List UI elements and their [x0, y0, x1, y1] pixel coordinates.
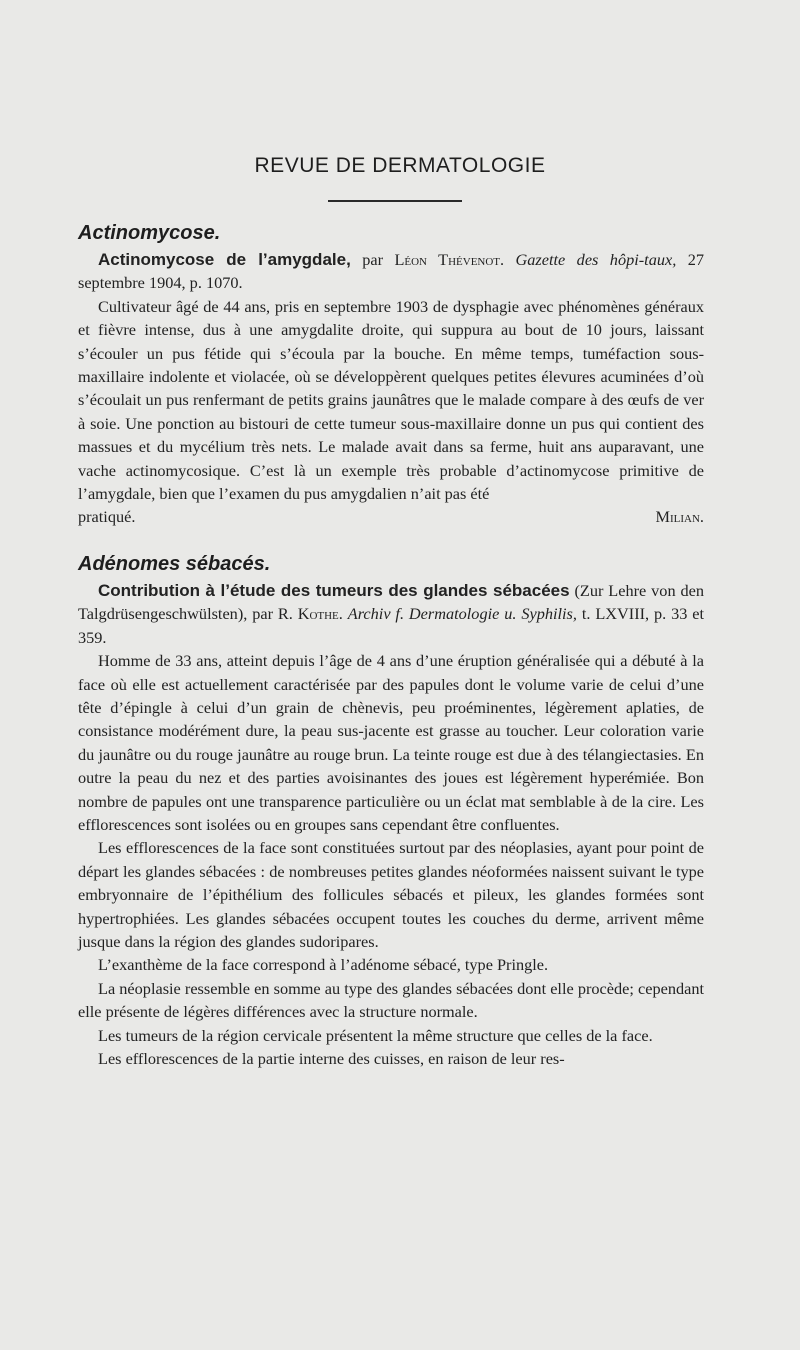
citation-subtitle: (Zur Lehre von den Talgdrüsengeschwülsten), par	[78, 580, 704, 624]
body-paragraph: Les efflorescences de la face sont constituées surtout par des néoplasies, ayant pour point de départ les glandes sébacées : de nombreuses petites glandes néoformées naissent suivant le type embryonnaire de l’épithélium des follicules sébacés et pileux, les glandes formées sont hypertrophiées. Les glandes sébacées occupent toutes les couches du derme, arrivent même jusque dans la région des glandes sudoripares.	[78, 838, 704, 951]
body-paragraph: La néoplasie ressemble en somme au type des glandes sébacées dont elle procède; cependant elle présente de légères différences avec la structure normale.	[78, 978, 704, 1022]
article-citation-actinomycose	[78, 248, 704, 295]
citation-sep: .	[500, 250, 516, 269]
citation-ref: t. LXVIII, p. 33 et 359.	[78, 604, 705, 647]
article-title: Contribution à l’étude des tumeurs des glandes sébacées	[98, 580, 570, 600]
citation-by: par	[350, 250, 395, 269]
text-column	[78, 218, 704, 1070]
body-paragraph: Homme de 33 ans, atteint depuis l’âge de 4 ans d’une éruption généralisée qui a débuté à la face où elle est actuellement caractérisée par des papules dont le volume varie de celui d’une tête d’épingle à celui d’un grain de chènevis, peu proéminentes, légèrement aplaties, de consistance modérément dure, la peau sus-jacente est grasse au toucher. Leur coloration varie du jaunâtre ou du rouge jaunâtre au rouge brun. La teinte rouge est due à des télangiectasies. En outre la peau du nez et des parties avoisinantes des joues est légèrement hyperémiée. Bon nombre de papules ont une transparence particulière ou un éclat mat semblable à de la cire. Les efflorescences sont isolées ou en groupes sans cependant être confluentes.	[78, 651, 704, 834]
article-title: Actinomycose de l’amygdale,	[98, 250, 351, 269]
author-signature: Milian.	[655, 507, 704, 527]
body-paragraph: Les tumeurs de la région cervicale présentent la même structure que celles de la face.	[98, 1025, 653, 1045]
journal-name: Gazette des hôpi-taux,	[515, 250, 677, 269]
citation-sep: .	[338, 604, 348, 624]
closing-word: pratiqué.	[78, 507, 136, 527]
article-author: R. Kothe	[277, 604, 339, 624]
running-header: REVUE DE DERMATOLOGIE	[254, 154, 546, 177]
body-paragraph: L’exanthème de la face correspond à l’adénome sébacé, type Pringle.	[98, 955, 549, 975]
header-rule	[328, 200, 462, 202]
journal-name: Archiv f. Dermatologie u. Syphilis,	[347, 604, 577, 624]
body-paragraph: Les efflorescences de la partie interne des cuisses, en raison de leur res-	[98, 1049, 565, 1068]
citation-ref: 27 septembre 1904, p. 1070.	[78, 250, 704, 293]
article-citation-adenomes	[78, 579, 704, 649]
section-heading-actinomycose: Actinomycose.	[78, 222, 221, 244]
article-author: Léon Thévenot	[394, 250, 501, 269]
closing-line	[78, 505, 704, 528]
body-paragraph: Cultivateur âgé de 44 ans, pris en septembre 1903 de dysphagie avec phénomènes généraux et fièvre intense, dus à une amygdalite droite, qui suppura au bout de 10 jours, laissant s’écouler un pus fétide qui s’écoula par la bouche. En même temps, tuméfaction sous-maxillaire indolente et violacée, où se développèrent quelques petites élevures acuminées d’où s’écoulait un pus renfermant de petits grains jaunâtres que le malade compare à des œufs de ver à soie. Une ponction au bistouri de cette tumeur sous-maxillaire donne un pus qui contient des massues et du mycélium très nets. Le malade avait dans sa ferme, huit ans auparavant, une vache actinomycosique. C’est là un exemple très probable d’actinomycose primitive de l’amygdale, bien que l’examen du pus amygdalien n’ait pas été	[78, 296, 704, 504]
section-heading-adenomes: Adénomes sébacés.	[78, 552, 271, 575]
